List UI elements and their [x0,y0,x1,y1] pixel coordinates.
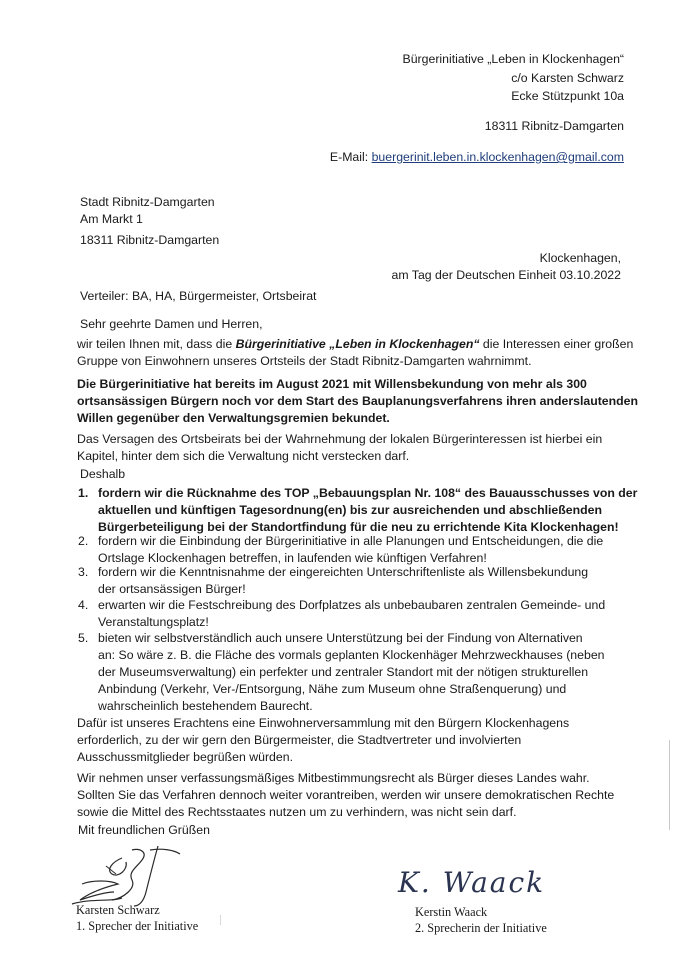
sender-street: Ecke Stützpunkt 10a [511,89,624,103]
list-line: Anbindung (Verkehr, Ver-/Entsorgung, Nähe zum Museum ohne Straßenquerung) und [98,682,567,696]
list-line: der ortsansässigen Bürger! [98,582,246,596]
place: Klockenhagen, [539,251,621,265]
list-line: Ortslage Klockenhagen betreffen, in laufenden wie künftigen Verfahren! [98,551,487,565]
list-item [78,564,623,598]
scan-mark [220,915,221,925]
sender-co: c/o Karsten Schwarz [511,71,624,85]
list-line: aktuellen und künftigen Tagesordnung(en) bis zur ausreichenden und abschließenden [98,503,602,517]
signatory-role: 2. Sprecherin der Initiative [415,921,547,935]
sender-city: 18311 Ribnitz-Damgarten [484,119,624,133]
date: am Tag der Deutschen Einheit 03.10.2022 [391,268,621,282]
sender-name: Bürgerinitiative „Leben in Klockenhagen“ [402,52,624,66]
list-item [78,597,623,631]
paragraph-line: Wir nehmen unser verfassungsmäßiges Mitbestimmungsrecht als Bürger dieses Landes wahr. [77,771,590,785]
initiative-name-emphasis: Bürgerinitiative „Leben in Klockenhagen“ [235,337,480,351]
intro-text: die Interessen einer großen [479,337,634,351]
sender-email-line [330,149,624,166]
signatory-role: 1. Sprecher der Initiative [76,919,199,933]
recipient-line: Am Markt 1 [80,212,143,226]
list-item [78,630,623,715]
recipient-line: Stadt Ribnitz-Damgarten [80,195,215,209]
intro-text: Gruppe von Einwohnern unseres Ortsteils der Stadt Ribnitz-Damgarten wahrnimmt. [77,354,532,369]
email-label: E-Mail: [329,150,369,164]
paragraph-line: Dafür ist unseres Erachtens eine Einwohnerversammlung mit den Bürgern Klockenhagens [77,716,570,730]
list-number: 2. [78,534,89,548]
paragraph-line: erforderlich, zu der wir gern den Bürgermeister, die Stadtvertreter und involvierten [77,733,522,748]
rights-paragraph [77,770,622,822]
list-line: wahrscheinlich bestehendem Baurecht. [98,699,313,713]
bold-paragraph [77,376,639,428]
paragraph-line: Kapitel, hinter dem sich die Verwaltung nicht verstecken darf. [77,449,410,464]
paragraph-line: ortsansässigen Bürgern noch vor dem Start des Bauplanungsverfahrens ihren anderslautenden [77,394,639,409]
distribution-line: Verteiler: BA, HA, Bürgermeister, Ortsbeirat [80,289,317,303]
assembly-paragraph [77,715,622,767]
list-number: 4. [78,598,89,612]
paragraph-line: Ausschussmitglieder begrüßen würden. [77,750,293,765]
paragraph-line: sowie die Mittel des Rechtsstaates nutzen um zu verhindern, was nicht sein darf. [77,805,517,820]
intro-text: wir teilen Ihnen mit, dass die [77,337,236,351]
handwritten-signature-kerstin-waack: K. Waack [398,866,546,899]
list-line: der Museumsverwaltung) ein perfekter und zentraler Standort mit der nötigen strukturellen [98,665,589,679]
signatory-name: Kerstin Waack [415,905,488,919]
paragraph-line: Das Versagen des Ortsbeirats bei der Wahrnehmung der lokalen Bürgerinteressen ist hierbei ein [77,432,603,446]
list-line: fordern wir die Rücknahme des TOP „Bebauungsplan Nr. 108“ des Bauausschusses von der [98,486,638,500]
deshalb-label: Deshalb [80,467,126,481]
list-line: fordern wir die Einbindung der Bürgerinitiative in alle Planungen und Entscheidungen, die die [98,534,604,548]
list-number: 1. [78,486,89,500]
recipient-line: 18311 Ribnitz-Damgarten [80,233,220,247]
paragraph-line: Willen gegenüber den Verwaltungsgremien bekundet. [77,411,390,426]
list-line: erwarten wir die Festschreibung des Dorfplatzes als unbebaubaren zentralen Gemeinde- und [98,598,606,612]
list-item [78,533,623,567]
list-number: 3. [78,565,89,579]
list-item [78,485,638,536]
list-line: bieten wir selbstverständlich auch unsere Unterstützung bei der Findung von Alternativen [98,631,583,645]
signatory-name: Karsten Schwarz [76,903,160,917]
list-line: fordern wir die Kenntnisnahme der eingereichten Unterschriftenliste als Willensbekundung [98,565,589,579]
email-link[interactable]: buergerinit.leben.in.klockenhagen@gmail.com [371,150,624,164]
paragraph-line: Die Bürgerinitiative hat bereits im August 2021 mit Willensbekundung von mehr als 300 [77,377,587,391]
list-line: Bürgerbeteiligung bei der Standortfindung für die neu zu errichtende Kita Klockenhagen! [98,520,619,534]
list-number: 5. [78,631,89,645]
failure-paragraph [77,431,622,465]
paragraph-line: Sollten Sie das Verfahren dennoch weiter vorantreiben, werden wir unsere demokratischen Rechte [77,788,615,803]
salutation: Sehr geehrte Damen und Herren, [80,317,263,331]
intro-paragraph [77,336,634,370]
list-line: Veranstaltungsplatz! [98,615,209,629]
scan-edge-line [669,740,670,830]
list-line: an: So wäre z. B. die Fläche des vormals geplanten Klockenhäger Mehrzweckhauses (neben [98,648,605,662]
closing: Mit freundlichen Grüßen [78,823,210,837]
